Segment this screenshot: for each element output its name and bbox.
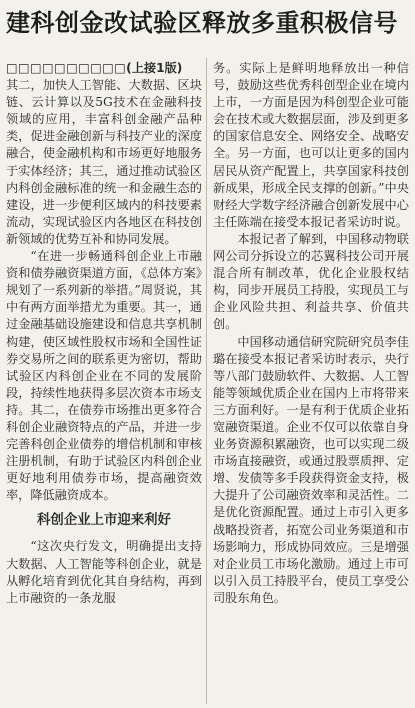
right-paragraph-1: 务。实际上是鲜明地释放出一种信号，鼓励这些优秀科创型企业在境内上市，一方面是因为科创型企业可能会在技术或大数据层面，涉及到更多的国家信息安全、网络安全、战略安全。另一方面，也可以让更多的国内居民从资产配置上，共享国家科技创新成果，形成全民支撑的创新。”中央财经大学数字经济融合创新发展中心主任陈端在接受本报记者采访时说。 — [213, 61, 409, 229]
right-paragraph-2: 本报记者了解到，中国移动物联网公司分拆设立的芯翼科技公司开展混合所有制改革，优化企业股权结构，同步开展员工持股，实现员工与企业风险共担、利益共享、价值共创。 — [213, 231, 409, 332]
right-paragraph-3: 中国移动通信研究院研究员李佳璐在接受本报记者采访时表示，央行等八部门鼓励软件、大数据、人工智能等领域优质企业在国内上市将带来三方面利好。一是有利于优质企业拓宽融资渠道。企业不仅可以依靠自身业务资源积累融资，也可以实现二级市场直接融资，或通过股票质押、定增、发债等多手段获得资金支持，极大提升了公司融资效率和灵活性。二是优化资源配置。通过上市引入更多战略投资者，拓宽公司业务渠道和市场影响力，形成协同效应。三是增强对企业员工市场化激励。通过上市可以引入员工持股平台，使员工享受公司股东角色。 — [213, 334, 409, 605]
left-paragraph-2: “在进一步畅通科创企业上市融资和债券融资渠道方面，《总体方案》规划了一系列新的举措。”周贤说，其中有两方面举措尤为重要。其一，通过金融基础设施建设和信息共享机制构建，使区域性股权市场和全国性证券交易所之间的联系更为密切，帮助试验区内科创企业在不同的发展阶段，持续性地获得多层次资本市场支持。其二，在债券市场推出更多符合科创企业融资特点的产品，并进一步完善科创企业债券的增信机制和审核注册机制，有助于试验区内科创企业更好地利用债券市场，提高融资效率，降低融资成本。 — [6, 249, 202, 503]
headline: 建科创金改试验区释放多重积极信号 — [6, 9, 398, 37]
left-paragraph-1: 其二，加快人工智能、大数据、区块链、云计算以及5G技术在金融科技领域的应用，丰富科创金融产品种类，促进金融创新与科技产业的深度融合，使金融机构和市场更好地服务于实体经济；其三，通过推动试验区内科创金融标准的统一和金融生态的建设，进一步便利区域内的科技要素流动，实现试验区内各地区在科技创新领域的优势互补和协同发展。 — [6, 78, 202, 246]
continuation-note: (上接1版) — [126, 61, 183, 75]
section-subhead: 科创企业上市迎来利好 — [37, 513, 171, 529]
column-divider — [206, 58, 207, 704]
left-paragraph-3: “这次央行发文，明确提出支持大数据、人工智能等科创企业，就是从孵化培育到优化其自身结构，再到上市融资的一条龙服 — [6, 539, 202, 605]
right-column — [213, 60, 409, 607]
byline — [6, 60, 202, 77]
byline-placeholder: □□□□□□□□□□ — [6, 61, 127, 75]
left-column — [6, 60, 202, 607]
